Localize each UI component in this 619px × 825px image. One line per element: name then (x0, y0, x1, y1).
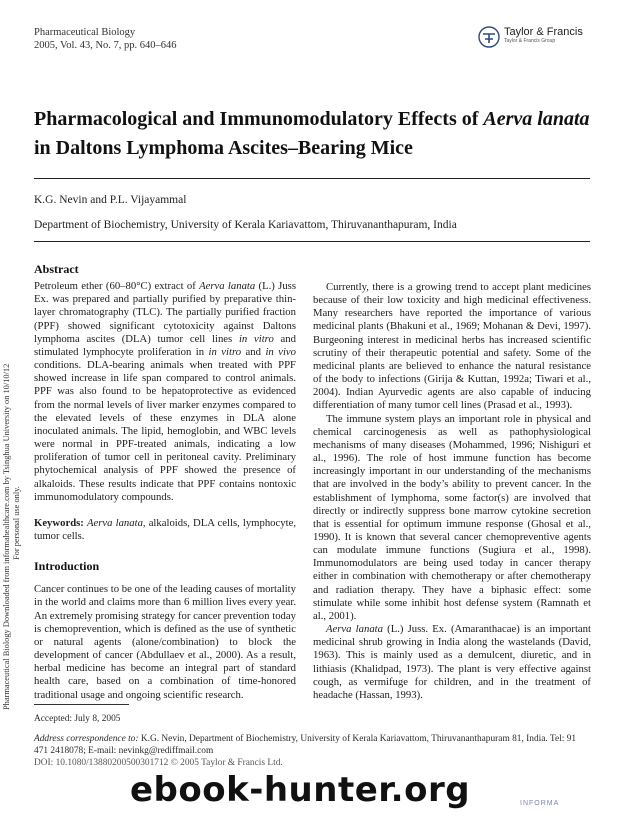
body-paragraph-1: Currently, there is a growing trend to accept plant medicines because of their low toxicity and high medicinal effectiveness. Many researchers have reported the importance of various medicinal plants (Bhakuni et al., 1969; Mohanan & Devi, 1997). Burgeoning interest in medicinal herbs has increased scientific scrutiny of their therapeutic potential and safety. Some of the medicinal plants are believed to enhance the natural resistance of the body to infections (Girija & Kuttan, 1992a; Tiwari et al., 2004). Indian Ayurvedic agents are also capable of inducing differentiation of many tumor cell lines (Prasad et al., 1993). (313, 281, 591, 412)
correspondence-address: Address correspondence to: K.G. Nevin, Department of Biochemistry, University of Kerala Kariavattom, Thiruvananthapuram 81, India. Tel: 91 471 2418078; E-mail: nevinkg@rediffmail.com (34, 734, 577, 756)
publisher-logo-icon (478, 26, 500, 48)
authors: K.G. Nevin and P.L. Vijayammal (34, 194, 187, 206)
watermark-text: ebook-hunter.org (130, 770, 471, 810)
keywords-label: Keywords: (34, 516, 84, 529)
download-notice (2, 240, 21, 710)
keywords: Keywords: Aerva lanata, alkaloids, DLA cells, lymphocyte, tumor cells. (34, 516, 296, 542)
affiliation-rule (34, 241, 590, 242)
watermark (0, 770, 619, 825)
title-part2: in Daltons Lymphoma Ascites–Bearing Mice (34, 137, 413, 159)
journal-header (34, 26, 177, 52)
right-column (313, 281, 591, 702)
doi-line: DOI: 10.1080/13880200500301712 © 2005 Taylor & Francis Ltd. (34, 758, 283, 768)
abstract-text: Petroleum ether (60–80°C) extract of Aerva lanata (L.) Juss Ex. was prepared and partially purified by preparative thin-layer chromatography (TLC). The partially purified fraction (PPF) showed significant cytotoxicity against Daltons lymphoma ascites (DLA) tumor cell lines in vitro and stimulated lymphocyte proliferation in in vitro and in vivo conditions. DLA-bearing animals when treated with PPF showed increase in life span compared to control animals. PPF was also found to be hepatoprotective as evidenced from the normal levels of liver marker enzymes compared to the elevated levels of these enzymes in DLA alone inoculated animals. The lipid, hemoglobin, and WBC levels were normal in PPF-treated animals, indicating a low proliferation of tumor cell in peritoneal cavity. Preliminary phytochemical analysis of PPF showed the presence of alkaloids. These results indicate that PPF contains nontoxic immunomodulatory compounds. (34, 280, 297, 503)
left-column (34, 263, 296, 702)
footnote-rule (34, 704, 129, 705)
journal-name: Pharmaceutical Biology (34, 27, 136, 38)
address-label: Address correspondence to: (34, 734, 139, 744)
introduction-paragraph: Cancer continues to be one of the leading causes of mortality in the world and claims more than 6 million lives every year. An extremely promising strategy for cancer prevention today is chemoprevention, which is defined as the use of synthetic or natural agents (alone/combination) to block the development of cancer (Abdullaev et al., 2000). As a result, herbal medicine has become an integral part of standard health care, based on a combination of time-honored traditional usage and ongoing scientific research. (34, 583, 296, 701)
publisher-mark: INFORMA (520, 800, 560, 807)
introduction-heading: Introduction (34, 559, 100, 574)
download-notice-line1: Pharmaceutical Biology Downloaded from informahealthcare.com by Tsinghua University on 10/10/12 (2, 363, 11, 710)
body-paragraph-3: Aerva lanata (L.) Juss. Ex. (Amaranthacae) is an important medicinal shrub growing in India along the wastelands (David, 1963). This is mainly used as a demulcent, diuretic, and in lithiasis (Khalidpad, 1973). The plant is very effective against cough, as vermifuge for children, and in the treatment of headache (Hassan, 1993). (313, 623, 591, 701)
publisher-logo-name: Taylor & Francis (504, 26, 583, 38)
title-italic: Aerva lanata (483, 108, 590, 130)
article-title (34, 105, 594, 163)
download-notice-line2: For personal use only. (11, 486, 21, 560)
title-part1: Pharmacological and Immunomodulatory Effects of (34, 108, 484, 130)
abstract-heading: Abstract (34, 262, 79, 276)
publisher-logo (478, 26, 588, 52)
publisher-logo-subtitle: Taylor & Francis Group (504, 38, 556, 44)
journal-citation: 2005, Vol. 43, No. 7, pp. 640–646 (34, 40, 177, 51)
affiliation: Department of Biochemistry, University of Kerala Kariavattom, Thiruvananthapuram, India (34, 219, 457, 231)
title-rule (34, 178, 590, 179)
accepted-date: Accepted: July 8, 2005 (34, 714, 121, 724)
body-paragraph-2: The immune system plays an important role in physical and chemical carcinogenesis as well as pathophysiological mechanisms of many diseases (Mohammed, 1996; Nishiguri et al., 1996). The role of host immune function has become increasingly important in our understanding of the mechanisms that are involved in the body’s ability to prevent cancer. In the establishment of lymphoma, some factor(s) are involved that directly or indirectly suppress bone marrow cytokine secretion that is essential for optimum immune response (Ghosal et al., 1990). It is known that several cancer chemopreventive agents can modulate immune functions (Sugiura et al., 1998). Immunomodulators are being used today in cancer therapy either in combination with chemotherapy or after chemotherapy and radiation therapy. They have a biphasic effect: some stimulate while some inhibit host defense system (Ramnath et al., 2001). (313, 412, 591, 622)
